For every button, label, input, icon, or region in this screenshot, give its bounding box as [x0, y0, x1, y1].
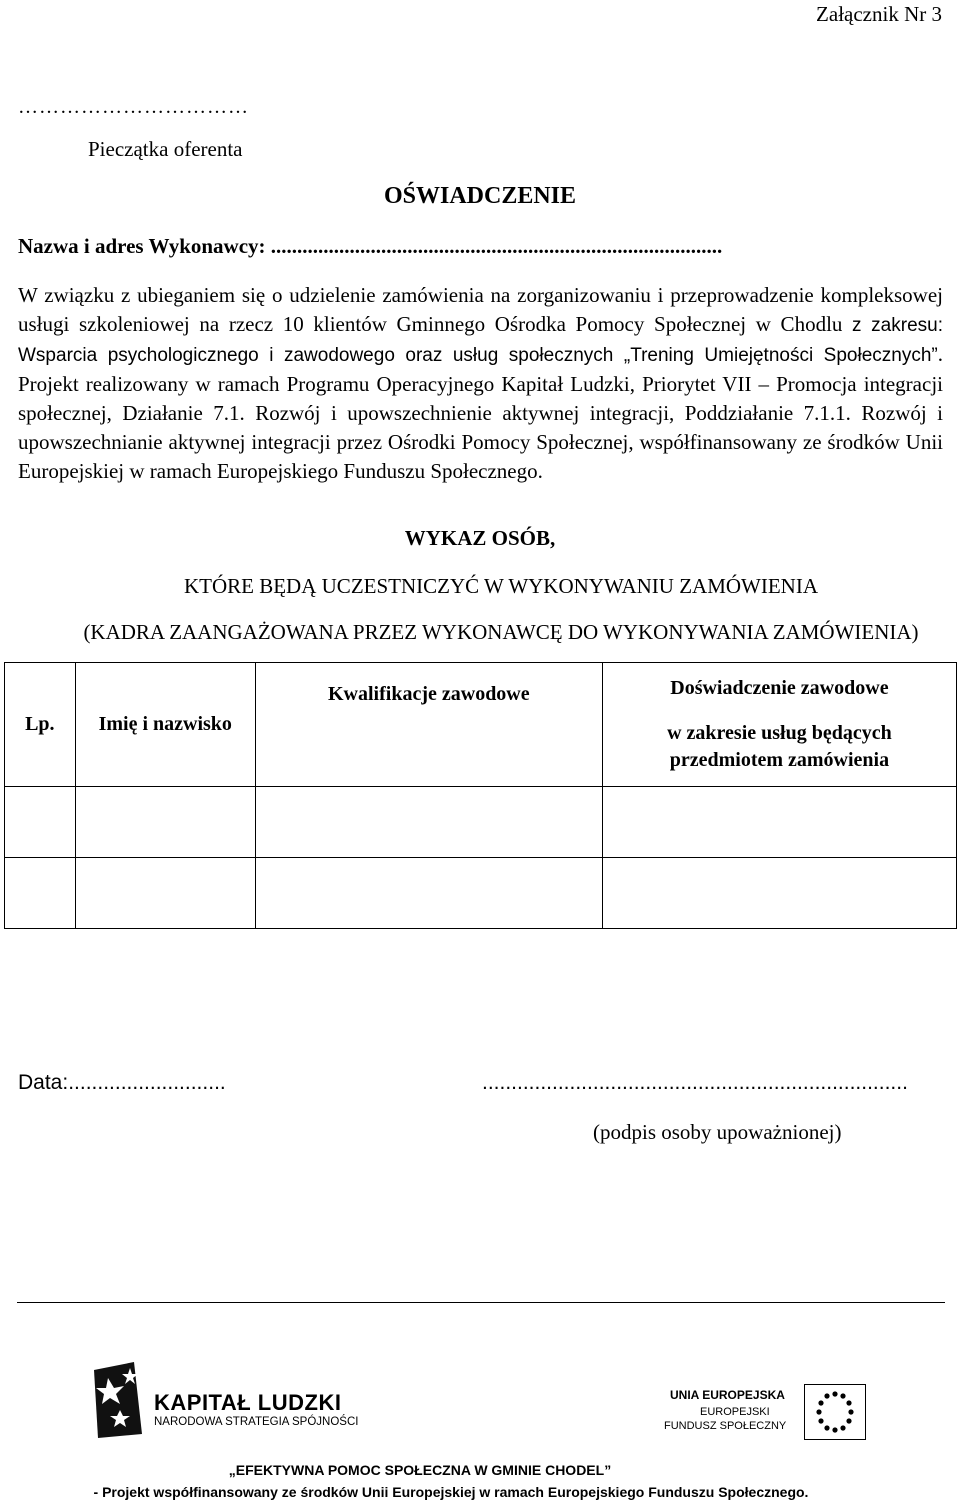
kapital-ludzki-emblem-icon	[90, 1360, 150, 1440]
document-title: OŚWIADCZENIE	[383, 183, 577, 209]
header-experience-line3: przedmiotem zamówienia	[669, 749, 890, 771]
signature-caption: (podpis osoby upoważnionej)	[593, 1120, 842, 1144]
stamp-dots: ……………………………	[18, 96, 249, 118]
signature-dots[interactable]: .........................................................................	[482, 1071, 908, 1094]
date-field	[18, 1071, 226, 1095]
cell-lp[interactable]	[5, 787, 76, 858]
header-experience-line2: w zakresie usług będących	[667, 722, 892, 744]
header-qualifications: Kwalifikacje zawodowe	[255, 663, 602, 787]
contractor-dots[interactable]: ......................................................................................	[265, 234, 723, 258]
paragraph-part-1: W związku z ubieganiem się o udzielenie zamówienia na zorganizowaniu i przeprowadzenie kompleksowej usługi szkoleniowej na rzecz 10 klientów Gminnego Ośrodka Pomocy Społecznej w Chodlu	[18, 283, 943, 336]
staff-table	[4, 662, 957, 929]
header-lp: Lp.	[5, 663, 76, 787]
table-header-row	[5, 663, 957, 787]
paragraph-project-scope: z zakresu: Wsparcia psychologicznego i zawodowego oraz usług społecznych „Trening Umiejętności Społecznych”	[18, 315, 943, 366]
table-row	[5, 858, 957, 929]
cell-qualifications[interactable]	[255, 858, 602, 929]
cell-experience[interactable]	[602, 858, 956, 929]
heading-participants: KTÓRE BĘDĄ UCZESTNICZYĆ W WYKONYWANIU ZAMÓWIENIA	[183, 574, 819, 598]
date-label: Data:	[18, 1071, 69, 1094]
eu-line1: UNIA EUROPEJSKA	[670, 1388, 785, 1402]
cell-name[interactable]	[75, 858, 255, 929]
table-row	[5, 787, 957, 858]
heading-staff: (KADRA ZAANGAŻOWANA PRZEZ WYKONAWCĘ DO WYKONYWANIA ZAMÓWIENIA)	[83, 620, 919, 644]
contractor-label: Nazwa i adres Wykonawcy:	[18, 234, 266, 258]
statement-paragraph	[18, 281, 943, 486]
stamp-label: Pieczątka oferenta	[88, 137, 243, 161]
eu-line3: FUNDUSZ SPOŁECZNY	[664, 1420, 787, 1432]
contractor-line	[18, 234, 722, 259]
footer-divider	[17, 1302, 945, 1303]
paragraph-part-3: . Projekt realizowany w ramach Programu Operacyjnego Kapitał Ludzki, Priorytet VII – Promocja integracji społecznej, Działanie 7.1. Rozwój i upowszechnienie aktywnej integracji, Poddziałanie 7.1.1. Rozwój i upowszechnianie aktywnej integracji przez Ośrodki Pomocy Społecznej, współfinansowany ze środków Unii Europejskiej w ramach Europejskiego Funduszu Społecznego.	[18, 342, 943, 483]
footer-project-title: „EFEKTYWNA POMOC SPOŁECZNA W GMINIE CHODEL”	[228, 1462, 612, 1478]
cell-name[interactable]	[75, 787, 255, 858]
annex-number: Załącznik Nr 3	[816, 2, 942, 26]
cell-lp[interactable]	[5, 858, 76, 929]
header-name: Imię i nazwisko	[75, 663, 255, 787]
eu-flag-icon	[804, 1384, 866, 1440]
header-experience	[602, 663, 956, 787]
eu-line2: EUROPEJSKI	[700, 1406, 770, 1418]
heading-list: WYKAZ OSÓB,	[404, 526, 556, 550]
header-experience-line1: Doświadczenie zawodowe	[670, 677, 889, 699]
eu-logo	[666, 1384, 876, 1444]
kapital-ludzki-logo	[90, 1360, 359, 1440]
cell-qualifications[interactable]	[255, 787, 602, 858]
footer-funding-note: - Projekt współfinansowany ze środków Unii Europejskiej w ramach Europejskiego Funduszu Społecznego.	[93, 1484, 809, 1500]
date-dots[interactable]: ...........................	[68, 1071, 226, 1094]
cell-experience[interactable]	[602, 787, 956, 858]
kl-title: KAPITAŁ LUDZKI	[154, 1390, 342, 1415]
kl-subtitle: NARODOWA STRATEGIA SPÓJNOŚCI	[154, 1416, 359, 1428]
